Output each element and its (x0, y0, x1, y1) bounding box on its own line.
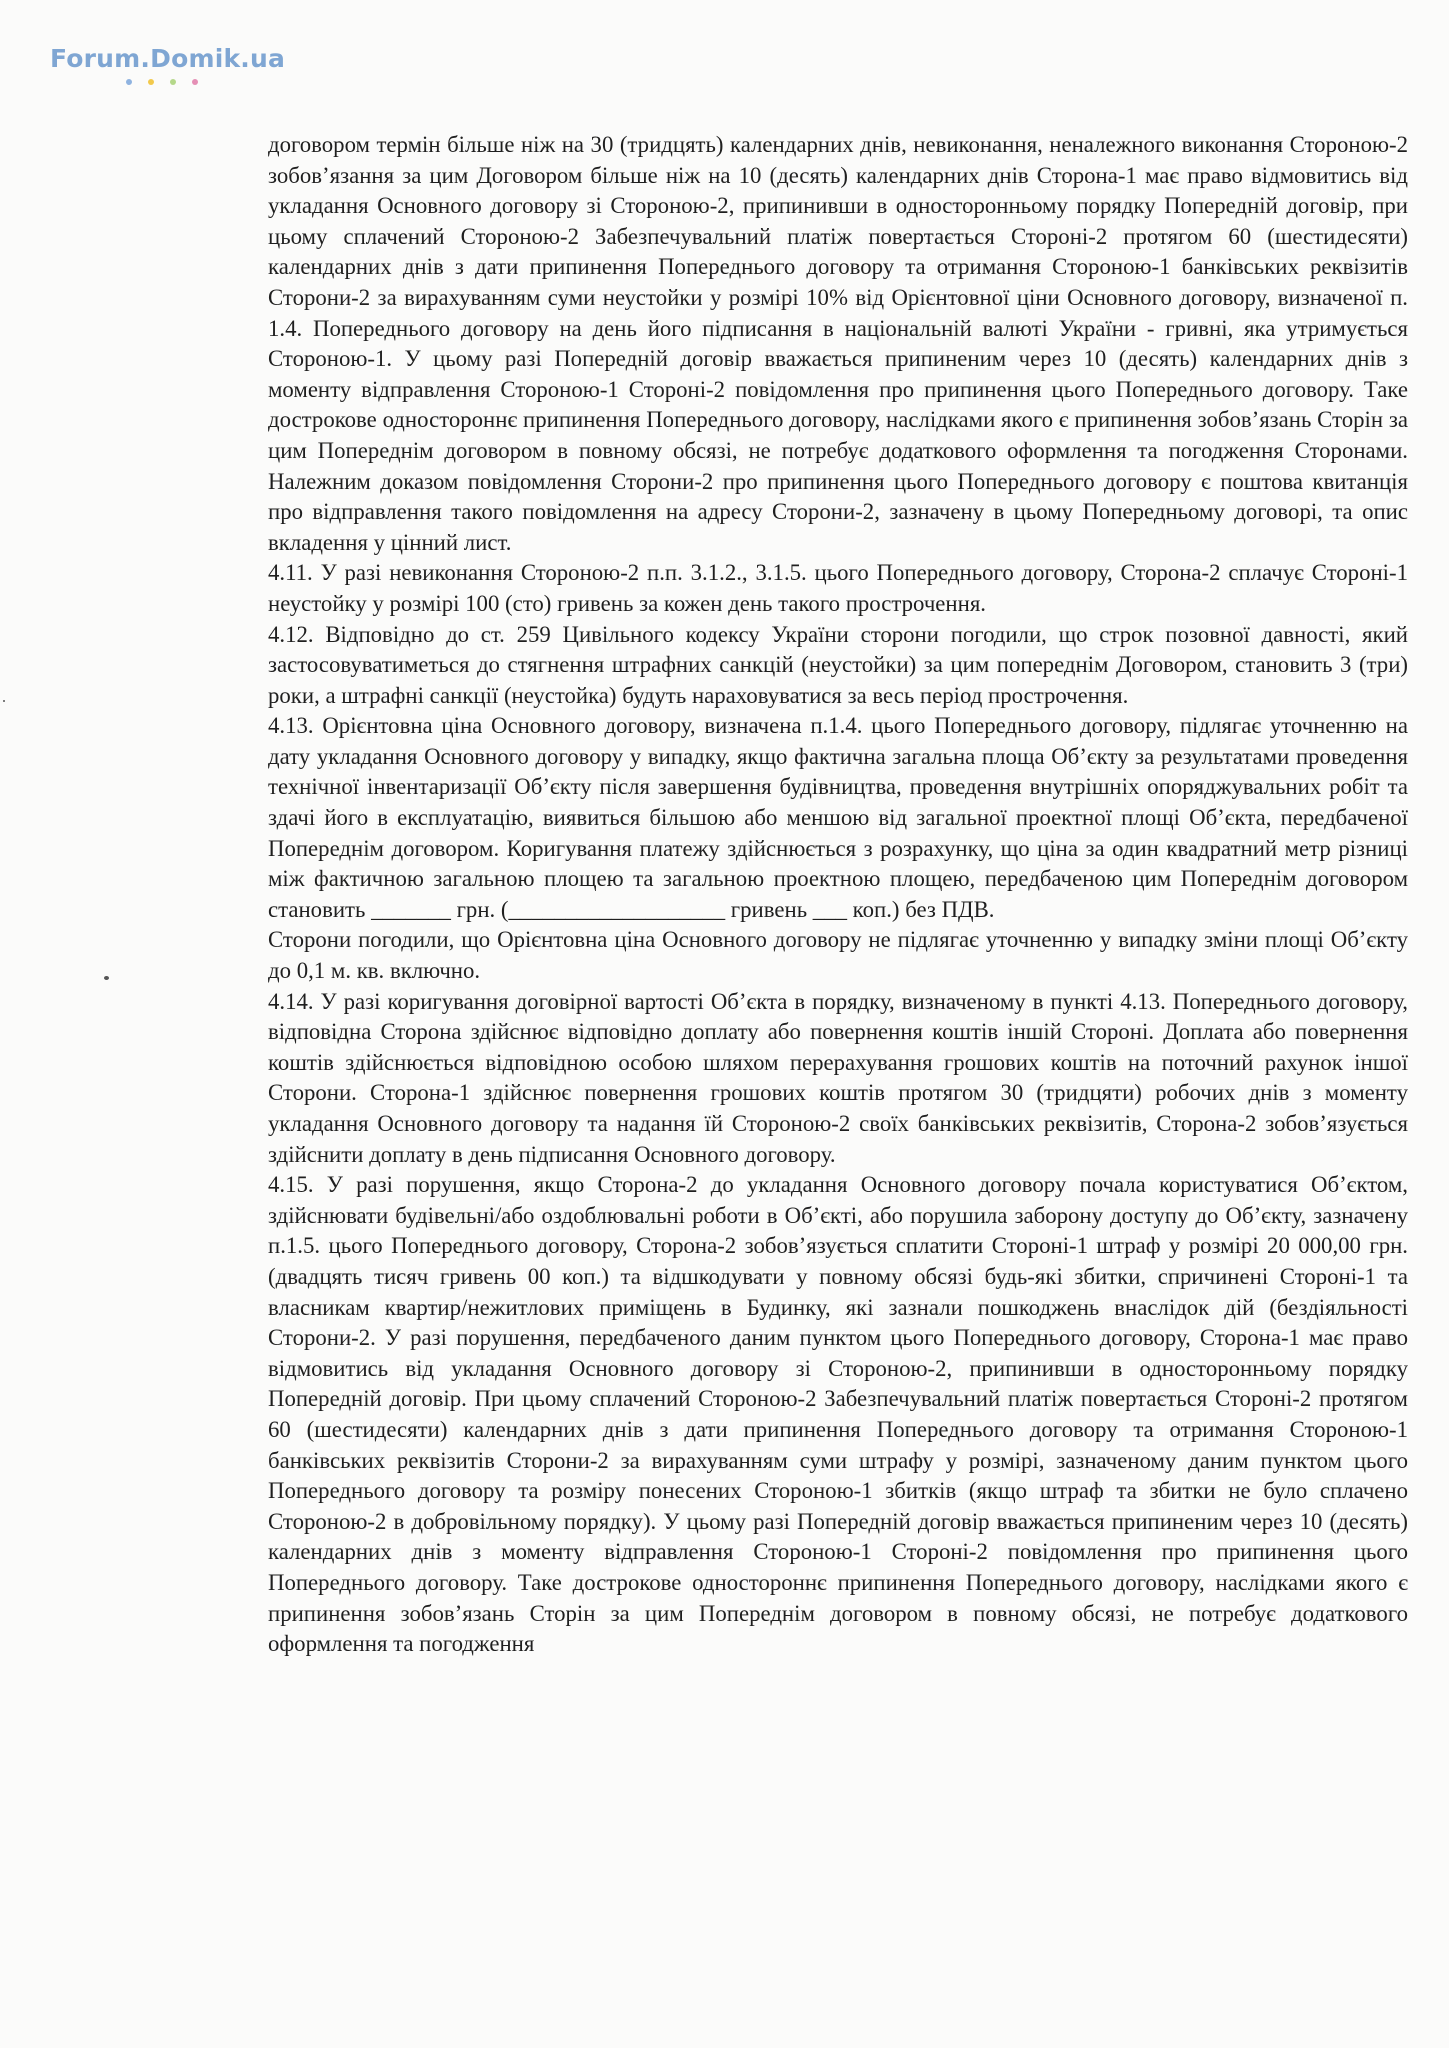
document-body (268, 130, 1408, 1660)
paragraph-4-10-continuation: договором термін більше ніж на 30 (тридцять) календарних днів, невиконання, неналежного виконання Стороною-2 зобов’язання за цим Договором більше ніж на 10 (десять) календарних днів Сторона-1 має право відмовитись від укладання Основного договору зі Стороною-2, припинивши в односторонньому порядку Попередній договір, при цьому сплачений Стороною-2 Забезпечувальний платіж повертається Стороні-2 протягом 60 (шестидесяти) календарних днів з дати припинення Попереднього договору та отримання Стороною-1 банківських реквізитів Сторони-2 за вирахуванням суми неустойки у розмірі 10% від Орієнтовної ціни Основного договору, визначеної п. 1.4. Попереднього договору на день його підписання в національній валюті України - гривні, яка утримується Стороною-1. У цьому разі Попередній договір вважається припиненим через 10 (десять) календарних днів з моменту відправлення Стороною-1 Стороні-2 повідомлення про припинення цього Попереднього договору. Таке дострокове одностороннє припинення Попереднього договору, наслідками якого є припинення зобов’язань Сторін за цим Попереднім договором в повному обсязі, не потребує додаткового оформлення та погодження Сторонами. Належним доказом повідомлення Сторони-2 про припинення цього Попереднього договору є поштова квитанція про відправлення такого повідомлення на адресу Сторони-2, зазначену в цьому Попередньому договорі, та опис вкладення у цінний лист. (268, 132, 1408, 555)
scan-speck (3, 700, 5, 702)
scan-speck (104, 976, 109, 980)
paragraph-4-14: 4.14. У разі коригування договірної вартості Об’єкта в порядку, визначеному в пункті 4.13. Попереднього договору, відповідна Сторона здійснює відповідно доплату або повернення коштів іншій Стороні. Доплата або повернення коштів здійснюється відповідною особою шляхом перерахування грошових коштів на поточний рахунок іншої Сторони. Сторона-1 здійснює повернення грошових коштів протягом 30 (тридцяти) робочих днів з моменту укладання Основного договору та надання їй Стороною-2 своїх банківських реквізитів, Сторона-2 зобов’язується здійснити доплату в день підписання Основного договору. (268, 988, 1408, 1167)
watermark-dot (170, 79, 176, 85)
watermark-dot (148, 79, 154, 85)
watermark-dot (192, 79, 198, 85)
watermark-logo: Forum.Domik.ua (50, 44, 286, 73)
paragraph-4-13: 4.13. Орієнтовна ціна Основного договору, визначена п.1.4. цього Попереднього договору, підлягає уточненню на дату укладання Основного договору у випадку, якщо фактична загальна площа Об’єкту за результатами проведення технічної інвентаризації Об’єкту після завершення будівництва, проведення внутрішніх опоряджувальних робіт та здачі його в експлуатацію, виявиться більшою або меншою від загальної проектної площі Об’єкта, передбаченої Попереднім договором. Коригування платежу здійснюється з розрахунку, що ціна за один квадратний метр різниці між фактичною загальною площею та загальною проектною площею, передбаченою цим Попереднім договором становить _______ грн. (___________________ гривень ___ коп.) без ПДВ. (268, 713, 1408, 922)
paragraph-4-11: 4.11. У разі невиконання Стороною-2 п.п. 3.1.2., 3.1.5. цього Попереднього договору, Сторона-2 сплачує Стороні-1 неустойку у розмірі 100 (сто) гривень за кожен день такого прострочення. (268, 560, 1408, 616)
watermark-dot (126, 79, 132, 85)
paragraph-4-15: 4.15. У разі порушення, якщо Сторона-2 до укладання Основного договору почала користуватися Об’єктом, здійснювати будівельні/або оздоблювальні роботи в Об’єкті, або порушила заборону доступу до Об’єкту, зазначену п.1.5. цього Попереднього договору, Сторона-2 зобов’язується сплатити Стороні-1 штраф у розмірі 20 000,00 грн. (двадцять тисяч гривень 00 коп.) та відшкодувати у повному обсязі будь-які збитки, спричинені Стороні-1 та власникам квартир/нежитлових приміщень в Будинку, які зазнали пошкоджень внаслідок дій (бездіяльності Сторони-2. У разі порушення, передбаченого даним пунктом цього Попереднього договору, Сторона-1 має право відмовитись від укладання Основного договору зі Стороною-2, припинивши в односторонньому порядку Попередній договір. При цьому сплачений Стороною-2 Забезпечувальний платіж повертається Стороні-2 протягом 60 (шестидесяти) календарних днів з дати припинення Попереднього договору та отримання Стороною-1 банківських реквізитів Сторони-2 за вирахуванням суми штрафу у розмірі, зазначеному даним пунктом цього Попереднього договору та розміру понесених Стороною-1 збитків (якщо штраф та збитки не було сплачено Стороною-2 в добровільному порядку). У цьому разі Попередній договір вважається припиненим через 10 (десять) календарних днів з моменту відправлення Стороною-1 Стороні-2 повідомлення про припинення цього Попереднього договору. Таке дострокове одностороннє припинення Попереднього договору, наслідками якого є припинення зобов’язань Сторін за цим Попереднім договором в повному обсязі, не потребує додаткового оформлення та погодження (268, 1172, 1408, 1657)
paragraph-4-12: 4.12. Відповідно до ст. 259 Цивільного кодексу України сторони погодили, що строк позовної давності, який застосовуватиметься до стягнення штрафних санкцій (неустойки) за цим попереднім Договором, становить 3 (три) роки, а штрафні санкції (неустойка) будуть нараховуватися за весь період прострочення. (268, 621, 1408, 708)
paragraph-4-13-note: Сторони погодили, що Орієнтовна ціна Основного договору не підлягає уточненню у випадку зміни площі Об’єкту до 0,1 м. кв. включно. (268, 927, 1408, 984)
